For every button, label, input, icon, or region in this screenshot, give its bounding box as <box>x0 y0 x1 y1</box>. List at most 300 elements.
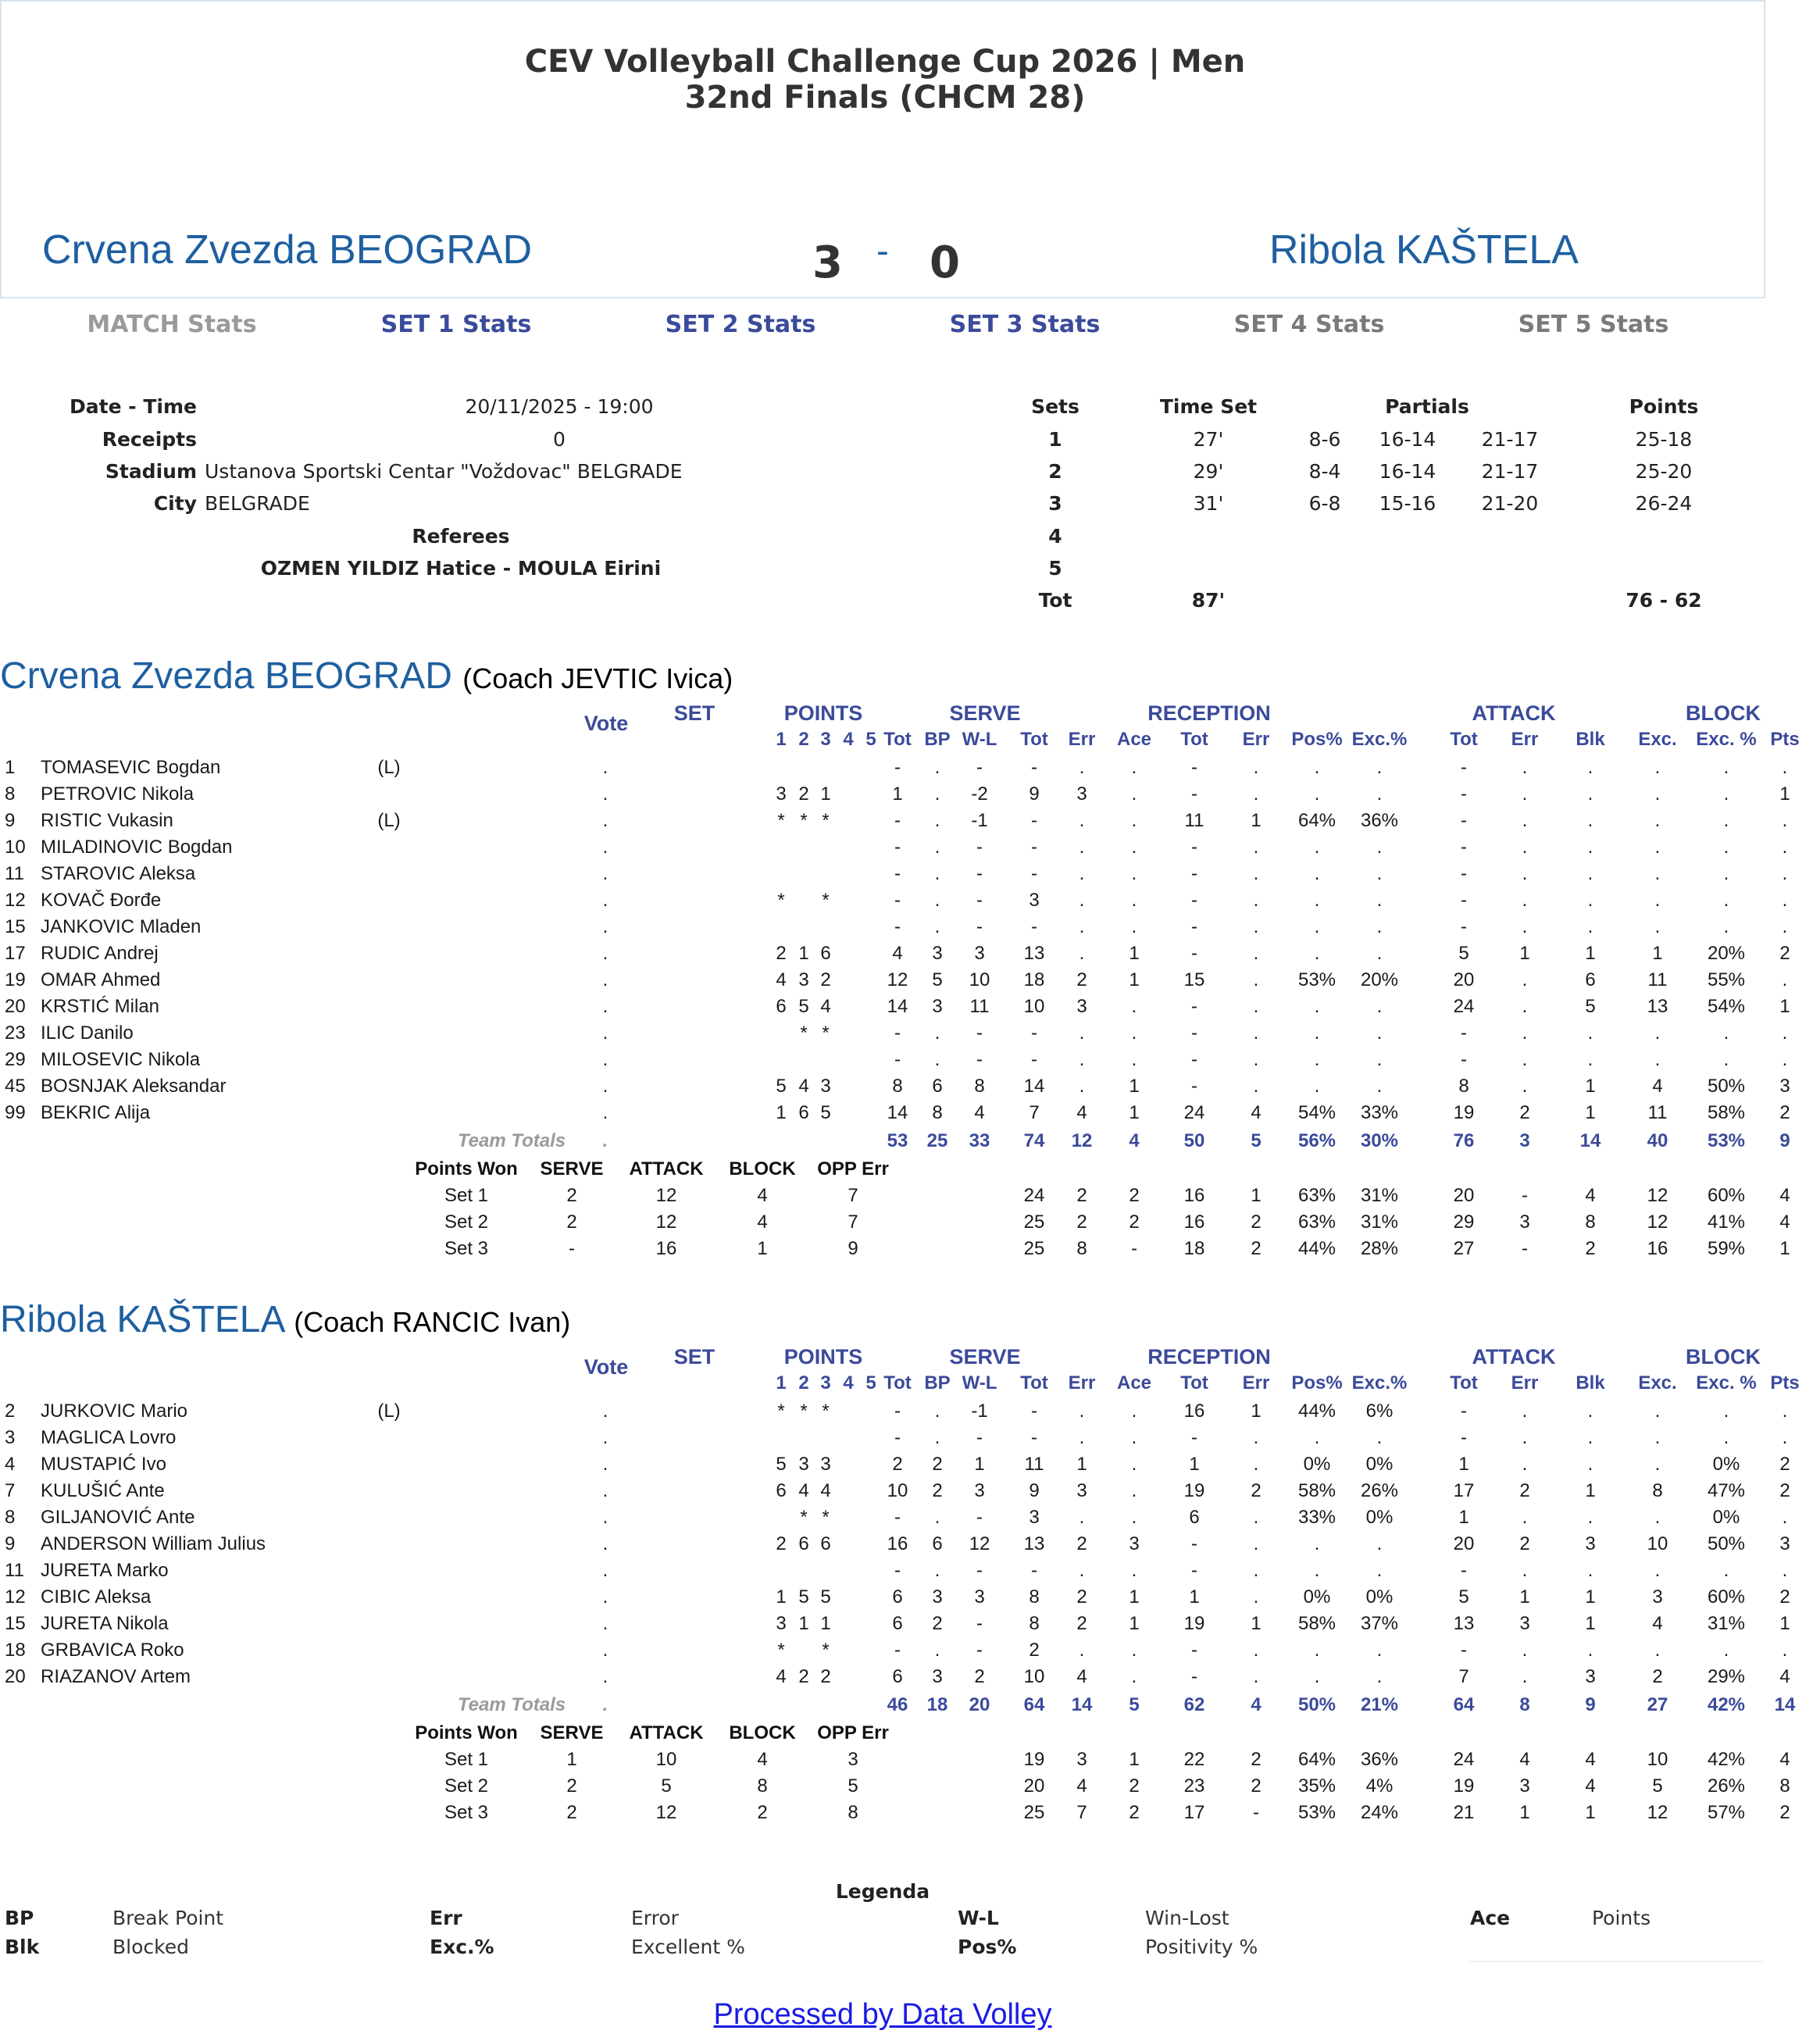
stat-cell: 18 <box>1023 969 1045 990</box>
set-stat-cell: 2 <box>1251 1775 1262 1797</box>
stat-cell: . <box>1723 1401 1729 1422</box>
stat-cell: . <box>1376 1560 1383 1581</box>
stat-cell: - <box>1031 863 1037 884</box>
set-time: 31' <box>1193 492 1224 515</box>
player-row <box>0 943 1790 969</box>
stat-cell: . <box>1314 783 1320 805</box>
stat-cell: . <box>1131 1049 1137 1070</box>
set-stat-cell: 4 <box>1779 1185 1790 1206</box>
team-total-cell: 14 <box>1071 1694 1093 1715</box>
stat-cell: . <box>1587 1049 1593 1070</box>
stat-cell: . <box>1079 1427 1085 1448</box>
set-played: 6 <box>820 943 831 964</box>
stat-cell: 19 <box>1453 1102 1475 1123</box>
set-stat-cell: 18 <box>1183 1238 1205 1259</box>
sub-header: Tot <box>1020 1372 1048 1393</box>
player-number: 11 <box>5 863 24 884</box>
stat-cell: 9 <box>1029 1480 1040 1501</box>
points-won-col-header: BLOCK <box>729 1158 796 1179</box>
points-won-col-header: ATTACK <box>629 1722 704 1743</box>
stat-cell: . <box>1253 863 1259 884</box>
set-played: 2 <box>820 969 831 990</box>
sub-header: Exc.% <box>1351 1372 1408 1393</box>
player-name: KOVAČ Đorđe <box>41 890 162 911</box>
sub-header: Ace <box>1116 1372 1152 1393</box>
sub-header: 5 <box>865 1372 876 1393</box>
sub-header: Tot <box>1180 1372 1208 1393</box>
set-stat-cell: 1 <box>1779 1238 1790 1259</box>
stat-cell: - <box>1191 863 1197 884</box>
stat-cell: 1 <box>1779 996 1790 1017</box>
set-stat-cell: 12 <box>1647 1802 1668 1823</box>
team-total-cell: 33 <box>969 1130 990 1151</box>
stat-cell: 10 <box>1023 996 1045 1017</box>
stat-cell: . <box>934 757 940 778</box>
stat-cell: 6 <box>932 1533 943 1554</box>
player-vote: . <box>602 1427 608 1448</box>
set-points: 25-20 <box>1635 460 1693 483</box>
set-breakdown-row <box>0 1211 1790 1238</box>
points-won-col-header: OPP Err <box>817 1722 889 1743</box>
set-label: Set 2 <box>444 1775 489 1797</box>
stat-cell: 11 <box>1184 810 1204 831</box>
player-name: RUDIC Andrej <box>41 943 159 964</box>
stat-cell: . <box>934 916 940 937</box>
stat-cell: 16 <box>1183 1401 1205 1422</box>
stat-cell: 3 <box>1129 1533 1140 1554</box>
stat-cell: 58% <box>1707 1102 1746 1123</box>
stat-cell: . <box>1723 1049 1729 1070</box>
set-p3: 21-17 <box>1481 460 1539 483</box>
set-played: * <box>822 1022 830 1044</box>
sub-header: Err <box>1511 1372 1539 1393</box>
stat-cell: 5 <box>1458 943 1469 964</box>
stat-cell: 2 <box>932 1613 943 1634</box>
stat-cell: 20% <box>1360 969 1399 990</box>
stat-cell: 17 <box>1453 1480 1475 1501</box>
stat-cell: . <box>934 1049 940 1070</box>
set-played: 3 <box>776 783 787 805</box>
points-won-cell: 7 <box>848 1211 858 1233</box>
stat-cell: 3 <box>1029 890 1040 911</box>
sub-header: Err <box>1511 729 1539 750</box>
legend-key: W-L <box>958 1907 999 1929</box>
stat-cell: . <box>1131 1401 1137 1422</box>
set-stat-cell: 19 <box>1023 1749 1045 1770</box>
player-vote: . <box>602 1076 608 1097</box>
team-total-cell: 5 <box>1129 1694 1140 1715</box>
points-won-cell: 2 <box>566 1211 577 1233</box>
stat-cell: . <box>1522 996 1528 1017</box>
stat-cell: . <box>1522 757 1528 778</box>
stat-cell: - <box>1191 996 1197 1017</box>
stat-cell: 8 <box>974 1076 985 1097</box>
team-total-cell: 64 <box>1023 1694 1045 1715</box>
player-row <box>0 837 1788 863</box>
set-stat-cell: 25 <box>1023 1802 1045 1823</box>
stat-cell: . <box>1253 1022 1259 1044</box>
player-name: PETROVIC Nikola <box>41 783 194 805</box>
points-won-col-header: Points Won <box>415 1722 518 1743</box>
stat-cell: 1 <box>1585 1480 1596 1501</box>
team-total-cell: 9 <box>1585 1694 1596 1715</box>
set-stat-cell: 25 <box>1023 1211 1045 1233</box>
tab-set-4-stats[interactable]: SET 4 Stats <box>1233 311 1385 338</box>
team-total-cell: 50% <box>1297 1694 1336 1715</box>
sub-header: W-L <box>962 729 997 750</box>
player-number: 45 <box>5 1076 26 1097</box>
stat-cell: . <box>1131 783 1137 805</box>
stat-cell: . <box>1782 757 1788 778</box>
stat-cell: . <box>1314 1533 1320 1554</box>
team-total-cell: 42% <box>1707 1694 1746 1715</box>
date-time-value: 20/11/2025 - 19:00 <box>465 395 654 418</box>
stat-cell: 8 <box>1458 1076 1469 1097</box>
stat-cell: 5 <box>932 969 943 990</box>
stat-cell: 55% <box>1707 969 1746 990</box>
player-vote: . <box>602 1049 608 1070</box>
tab-set-5-stats[interactable]: SET 5 Stats <box>1518 311 1669 338</box>
set-played: 3 <box>776 1613 787 1634</box>
processed-by-link[interactable]: Processed by Data Volley <box>713 1998 1052 2031</box>
stat-cell: - <box>976 890 983 911</box>
stat-cell: - <box>1191 1640 1197 1661</box>
points-won-cell: 1 <box>566 1749 577 1770</box>
player-vote: . <box>602 890 608 911</box>
stat-cell: - <box>1191 1560 1197 1581</box>
stat-cell: . <box>1314 837 1320 858</box>
set-stat-cell: 57% <box>1707 1802 1746 1823</box>
stat-cell: . <box>1253 996 1259 1017</box>
stat-cell: 50% <box>1707 1533 1746 1554</box>
stat-cell: . <box>934 1427 940 1448</box>
group-header: ATTACK <box>1472 701 1556 725</box>
set-p2: 16-14 <box>1379 428 1436 451</box>
stat-cell: 6 <box>892 1613 903 1634</box>
stat-cell: . <box>1654 1507 1661 1528</box>
stat-cell: 2 <box>1076 1613 1087 1634</box>
set-stat-cell: 4 <box>1585 1775 1596 1797</box>
stat-cell: - <box>1191 1049 1197 1070</box>
stat-cell: . <box>1782 863 1788 884</box>
team-total-cell: 9 <box>1779 1130 1790 1151</box>
stat-cell: 3 <box>1029 1507 1040 1528</box>
stat-cell: 2 <box>932 1454 943 1475</box>
player-row <box>0 1560 1788 1586</box>
stat-cell: - <box>894 837 901 858</box>
away-score: 0 <box>930 237 960 288</box>
points-won-cell: 10 <box>655 1749 677 1770</box>
stat-cell: . <box>1079 1560 1085 1581</box>
sub-header: Exc. <box>1638 729 1677 750</box>
team-total-cell: 40 <box>1647 1130 1668 1151</box>
stat-cell: . <box>1782 969 1788 990</box>
stat-cell: . <box>934 783 940 805</box>
stat-cell: 3 <box>932 1666 943 1687</box>
player-row <box>0 1613 1790 1640</box>
set-played: * <box>777 890 785 911</box>
stat-cell: . <box>1376 863 1383 884</box>
player-name: KRSTIĆ Milan <box>41 996 160 1017</box>
set-number: 5 <box>1048 557 1062 580</box>
set-stat-cell: 4 <box>1076 1775 1087 1797</box>
stat-cell: 2 <box>892 1454 903 1475</box>
tab-set-3-stats[interactable]: SET 3 Stats <box>949 311 1101 338</box>
stat-cell: 58% <box>1297 1480 1336 1501</box>
set-stat-cell: 36% <box>1360 1749 1399 1770</box>
points-won-cell: 2 <box>566 1185 577 1206</box>
stat-cell: - <box>1461 890 1467 911</box>
player-number: 18 <box>5 1640 26 1661</box>
player-name: KULUŠIĆ Ante <box>41 1480 165 1501</box>
stat-cell: - <box>1461 810 1467 831</box>
player-number: 23 <box>5 1022 26 1044</box>
set-stat-cell: 3 <box>1519 1211 1530 1233</box>
stat-cell: . <box>1587 810 1593 831</box>
stat-cell: 1 <box>1519 943 1530 964</box>
stat-cell: 5 <box>1458 1586 1469 1608</box>
stat-cell: . <box>1782 1022 1788 1044</box>
sets-header: Sets <box>1031 395 1080 418</box>
player-row <box>0 810 1788 837</box>
stat-cell: - <box>976 1640 983 1661</box>
group-header: RECEPTION <box>1147 701 1271 725</box>
stat-cell: - <box>1031 1049 1037 1070</box>
stat-cell: 2 <box>1652 1666 1663 1687</box>
sub-header: Pts <box>1770 1372 1800 1393</box>
stat-cell: - <box>1191 1022 1197 1044</box>
stat-cell: . <box>1314 1640 1320 1661</box>
set-stat-cell: 63% <box>1297 1185 1336 1206</box>
stat-cell: . <box>1723 916 1729 937</box>
stat-cell: 33% <box>1297 1507 1336 1528</box>
player-number: 10 <box>5 837 26 858</box>
stat-cell: . <box>1587 1640 1593 1661</box>
sub-header: Pts <box>1770 729 1800 750</box>
set-played: * <box>822 810 830 831</box>
stat-cell: . <box>1253 1586 1259 1608</box>
stat-cell: . <box>1587 1507 1593 1528</box>
home-team-name: Crvena Zvezda BEOGRAD <box>42 227 533 273</box>
stat-cell: 1 <box>1779 783 1790 805</box>
stat-cell: 3 <box>1076 1480 1087 1501</box>
set-stat-cell: 20 <box>1453 1185 1475 1206</box>
points-header: Points <box>1629 395 1699 418</box>
player-name: CIBIC Aleksa <box>41 1586 152 1608</box>
stat-cell: 1 <box>1129 1586 1140 1608</box>
stat-cell: . <box>1131 1480 1137 1501</box>
stat-cell: . <box>1376 1533 1383 1554</box>
stat-cell: 50% <box>1707 1076 1746 1097</box>
stat-cell: -1 <box>971 1401 988 1422</box>
stat-cell: 16 <box>887 1533 908 1554</box>
stat-cell: 3 <box>974 943 985 964</box>
team-totals-vote: . <box>602 1694 608 1715</box>
stat-cell: 1 <box>1458 1454 1469 1475</box>
stat-cell: . <box>1079 757 1085 778</box>
player-vote: . <box>602 783 608 805</box>
stat-cell: . <box>1522 1666 1528 1687</box>
stat-cell: 2 <box>932 1480 943 1501</box>
sub-header: Exc. <box>1638 1372 1677 1393</box>
stat-cell: 10 <box>969 969 990 990</box>
tab-set-2-stats[interactable]: SET 2 Stats <box>665 311 816 338</box>
stat-cell: . <box>1131 916 1137 937</box>
team-total-cell: 74 <box>1023 1130 1045 1151</box>
team-total-cell: 64 <box>1453 1694 1475 1715</box>
stat-cell: 13 <box>1023 1533 1045 1554</box>
set-played: 5 <box>776 1076 787 1097</box>
set-stat-cell: 20 <box>1023 1775 1045 1797</box>
set-played: 2 <box>776 943 787 964</box>
set-stat-cell: - <box>1131 1238 1137 1259</box>
stat-cell: . <box>1723 1640 1729 1661</box>
stat-cell: 19 <box>1183 1613 1205 1634</box>
set-stat-cell: 8 <box>1585 1211 1596 1233</box>
team-totals-row <box>0 1130 1790 1157</box>
team-total-cell: 4 <box>1251 1694 1262 1715</box>
set-stat-cell: 2 <box>1779 1802 1790 1823</box>
stat-cell: 24 <box>1183 1102 1205 1123</box>
set-played: 6 <box>776 1480 787 1501</box>
set-label: Set 3 <box>444 1238 489 1259</box>
team-total-cell: 25 <box>926 1130 948 1151</box>
stat-cell: . <box>1376 1640 1383 1661</box>
stat-cell: - <box>1461 783 1467 805</box>
player-name: JURETA Nikola <box>41 1613 169 1634</box>
referees-value: OZMEN YILDIZ Hatice - MOULA Eirini <box>260 557 662 580</box>
stat-cell: 0% <box>1365 1454 1394 1475</box>
stat-cell: 6 <box>892 1666 903 1687</box>
city-label: City <box>153 492 197 515</box>
player-row <box>0 863 1788 890</box>
set-stat-cell: 60% <box>1707 1185 1746 1206</box>
stat-cell: - <box>1191 837 1197 858</box>
set-stat-cell: 64% <box>1297 1749 1336 1770</box>
player-number: 2 <box>5 1401 16 1422</box>
stat-cell: 1 <box>1779 1613 1790 1634</box>
stat-cell: . <box>1522 1076 1528 1097</box>
player-role: (L) <box>377 810 401 831</box>
stat-cell: . <box>1253 1560 1259 1581</box>
player-vote: . <box>602 1102 608 1123</box>
points-won-header <box>0 1158 1768 1185</box>
stat-cell: 2 <box>1029 1640 1040 1661</box>
team-section-name: Crvena Zvezda BEOGRAD <box>0 655 452 697</box>
tab-match-stats[interactable]: MATCH Stats <box>87 311 257 338</box>
stat-cell: 19 <box>1183 1480 1205 1501</box>
set-stat-cell: 26% <box>1707 1775 1746 1797</box>
player-row <box>0 1076 1790 1102</box>
stat-cell: . <box>1079 1507 1085 1528</box>
stat-cell: - <box>976 916 983 937</box>
set-p2: 16-14 <box>1379 460 1436 483</box>
set-played: 2 <box>776 1533 787 1554</box>
legend-key: Ace <box>1470 1907 1511 1929</box>
team-total-cell: 21% <box>1360 1694 1399 1715</box>
set-number: 2 <box>1048 460 1062 483</box>
stat-cell: - <box>1191 757 1197 778</box>
stat-cell: . <box>1079 1022 1085 1044</box>
set-points: 25-18 <box>1635 428 1693 451</box>
stat-cell: . <box>1253 1427 1259 1448</box>
tab-set-1-stats[interactable]: SET 1 Stats <box>380 311 532 338</box>
sub-header: Exc.% <box>1351 729 1408 750</box>
stat-cell: 54% <box>1707 996 1746 1017</box>
stat-cell: 6 <box>1189 1507 1200 1528</box>
player-number: 11 <box>5 1560 24 1581</box>
player-row <box>0 1022 1788 1049</box>
stat-cell: 1 <box>1251 1613 1262 1634</box>
stat-cell: . <box>1253 1666 1259 1687</box>
stat-cell: 1 <box>1129 1102 1140 1123</box>
stat-cell: 26% <box>1360 1480 1399 1501</box>
stat-cell: . <box>1587 783 1593 805</box>
stat-cell: . <box>1654 837 1661 858</box>
stat-cell: 4 <box>1652 1076 1663 1097</box>
set-played: * <box>800 1022 808 1044</box>
points-won-cell: 12 <box>655 1185 677 1206</box>
set-stat-cell: 2 <box>1129 1802 1140 1823</box>
stat-cell: 12 <box>969 1533 990 1554</box>
stat-cell: 31% <box>1707 1613 1746 1634</box>
stat-cell: 47% <box>1707 1480 1746 1501</box>
stat-cell: - <box>976 1613 983 1634</box>
player-row <box>0 996 1790 1022</box>
set-p1: 6-8 <box>1308 492 1341 515</box>
points-won-col-header: SERVE <box>540 1722 604 1743</box>
stat-cell: - <box>976 1507 983 1528</box>
set-stat-cell: 4 <box>1779 1211 1790 1233</box>
stat-cell: 4 <box>1652 1613 1663 1634</box>
set-played: * <box>777 810 785 831</box>
stat-cell: 14 <box>887 996 908 1017</box>
stat-cell: 2 <box>1076 969 1087 990</box>
player-vote: . <box>602 1401 608 1422</box>
set-played: 4 <box>798 1076 809 1097</box>
stat-cell: 1 <box>1585 1586 1596 1608</box>
stat-cell: . <box>934 1507 940 1528</box>
stat-cell: . <box>1253 890 1259 911</box>
stat-cell: . <box>1079 943 1085 964</box>
stat-cell: . <box>1131 757 1137 778</box>
partials-header: Partials <box>1385 395 1469 418</box>
stat-cell: . <box>1782 837 1788 858</box>
sub-header: Err <box>1068 729 1096 750</box>
set-breakdown-row <box>0 1185 1790 1211</box>
team-totals-vote: . <box>602 1130 608 1151</box>
stat-cell: - <box>976 1049 983 1070</box>
stat-cell: . <box>1782 810 1788 831</box>
set-played: 5 <box>820 1586 831 1608</box>
player-number: 7 <box>5 1480 16 1501</box>
player-name: BOSNJAK Aleksandar <box>41 1076 227 1097</box>
set-played: 5 <box>798 996 809 1017</box>
player-name: STAROVIC Aleksa <box>41 863 196 884</box>
stat-cell: 2 <box>1779 943 1790 964</box>
stat-cell: . <box>934 810 940 831</box>
set-played: 6 <box>798 1533 809 1554</box>
sets-total-label: Tot <box>1038 589 1072 612</box>
legend-key: Blk <box>5 1936 40 1958</box>
set-played: * <box>800 1401 808 1422</box>
stat-cell: . <box>1253 969 1259 990</box>
stat-cell: . <box>1522 1049 1528 1070</box>
set-stat-cell: 29 <box>1453 1211 1475 1233</box>
stat-cell: . <box>1782 1427 1788 1448</box>
set-time: 27' <box>1193 428 1224 451</box>
stat-cell: . <box>1723 757 1729 778</box>
